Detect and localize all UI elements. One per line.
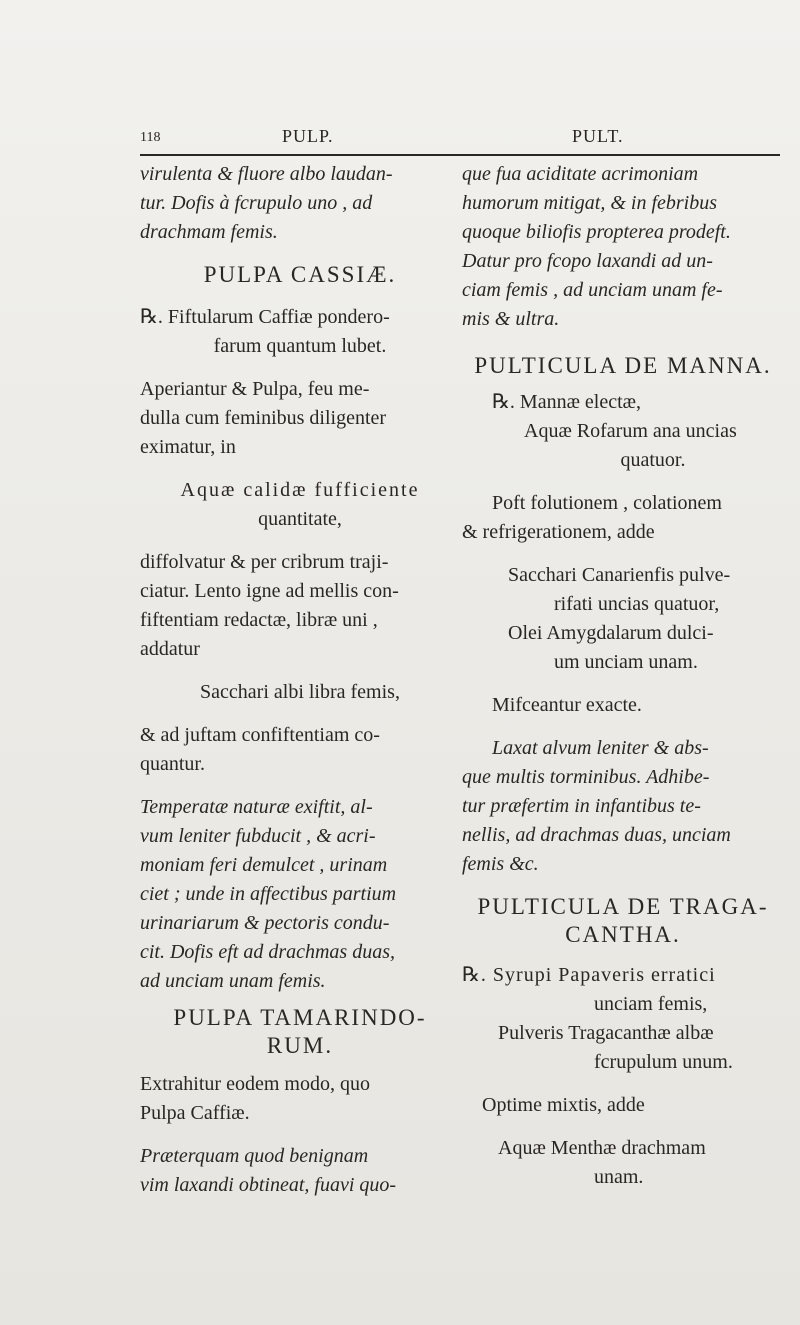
recipe-line: Sacchari albi libra femis, — [200, 681, 400, 703]
heading-line: CANTHA. — [565, 922, 681, 947]
text-line: Pulpa Caffiæ. — [140, 1102, 250, 1124]
recipe-line: Aquæ Rofarum ana uncias — [524, 420, 737, 442]
recipe-line: quatuor. — [620, 449, 686, 471]
heading-line: PULTICULA DE TRAGA- — [477, 894, 769, 919]
left-column — [140, 160, 460, 1200]
text-line: urinariarum & pectoris condu- — [140, 912, 390, 934]
text-line: Præterquam quod benignam — [140, 1145, 369, 1167]
section-heading-pulticula-de-manna: PULTICULA DE MANNA. — [474, 353, 772, 378]
recipe-line: um unciam unam. — [554, 651, 698, 673]
recipe-line: Aquæ calidæ fufficiente — [180, 479, 420, 501]
recipe-line: Sacchari Canarienfis pulve- — [508, 564, 731, 586]
text-line: que multis torminibus. Adhibe- — [462, 766, 710, 788]
text-line: Aperiantur & Pulpa, feu me- — [140, 378, 370, 400]
recipe-line: ℞. Syrupi Papaveris erratici — [462, 964, 716, 986]
recipe-line: fcrupulum unum. — [594, 1051, 733, 1073]
recipe-line: quantitate, — [258, 508, 342, 530]
heading-line: PULPA TAMARINDO- — [173, 1005, 427, 1030]
right-column — [462, 160, 784, 1192]
text-line: virulenta & fluore albo laudan- — [140, 163, 393, 185]
text-line: & ad juftam confiftentiam co- — [140, 724, 380, 746]
text-line: nellis, ad drachmas duas, unciam — [462, 824, 731, 846]
recipe-line: rifati uncias quatuor, — [554, 593, 720, 615]
text-line: quoque biliofis propterea prodeft. — [462, 221, 731, 243]
recipe-line: unam. — [594, 1166, 644, 1188]
text-line: mis & ultra. — [462, 308, 560, 330]
text-line: ciam femis , ad unciam unam fe- — [462, 279, 723, 301]
heading-line: RUM. — [266, 1033, 334, 1058]
recipe-line: ℞. Mannæ electæ, — [492, 391, 642, 413]
text-line: humorum mitigat, & in febribus — [462, 192, 718, 214]
text-line: eximatur, in — [140, 436, 236, 458]
text-line: femis &c. — [462, 853, 539, 875]
text-line: diffolvatur & per cribrum traji- — [140, 551, 389, 573]
section-heading-pulticula-de-tragacantha — [462, 893, 784, 949]
text-line: Poft folutionem , colationem — [492, 492, 722, 514]
text-line: tur præfertim in infantibus te- — [462, 795, 701, 817]
text-line: Datur pro fcopo laxandi ad un- — [462, 250, 713, 272]
recipe-line: Pulveris Tragacanthæ albæ — [498, 1022, 714, 1044]
left-running-title: PULP. — [282, 126, 334, 146]
running-header — [140, 120, 780, 156]
recipe-line: ℞. Fiftularum Caffiæ pondero- — [140, 306, 390, 328]
recipe-line: unciam femis, — [594, 993, 708, 1015]
text-line: vum leniter fubducit , & acri- — [140, 825, 376, 847]
recipe-line: farum quantum lubet. — [213, 335, 387, 357]
text-line: fiftentiam redactæ, libræ uni , — [140, 609, 378, 631]
text-line: ciet ; unde in affectibus partium — [140, 883, 397, 905]
text-line: Extrahitur eodem modo, quo — [140, 1073, 370, 1095]
recipe-line: Aquæ Menthæ drachmam — [498, 1137, 706, 1159]
page-number: 118 — [140, 130, 161, 145]
text-line: que fua aciditate acrimoniam — [462, 163, 699, 185]
text-line: ciatur. Lento igne ad mellis con- — [140, 580, 399, 602]
section-heading-pulpa-tamarindorum — [140, 1004, 460, 1060]
text-line: vim laxandi obtineat, fuavi quo- — [140, 1174, 397, 1196]
text-line: drachmam femis. — [140, 221, 278, 243]
text-line: Laxat alvum leniter & abs- — [492, 737, 709, 759]
text-line: & refrigerationem, adde — [462, 521, 655, 543]
recipe-line: Olei Amygdalarum dulci- — [508, 622, 714, 644]
section-heading-pulpa-cassiae: PULPA CASSIÆ. — [203, 262, 397, 287]
text-line: moniam feri demulcet , urinam — [140, 854, 388, 876]
right-running-title: PULT. — [572, 126, 624, 146]
text-line: cit. Dofis eft ad drachmas duas, — [140, 941, 395, 963]
text-line: dulla cum feminibus diligenter — [140, 407, 387, 429]
text-line: Mifceantur exacte. — [492, 694, 642, 716]
text-line: quantur. — [140, 753, 205, 775]
text-line: tur. Dofis à fcrupulo uno , ad — [140, 192, 373, 214]
text-line: Temperatæ naturæ exiftit, al- — [140, 796, 373, 818]
text-line: ad unciam unam femis. — [140, 970, 326, 992]
text-line: addatur — [140, 638, 200, 660]
text-line: Optime mixtis, adde — [482, 1094, 645, 1116]
